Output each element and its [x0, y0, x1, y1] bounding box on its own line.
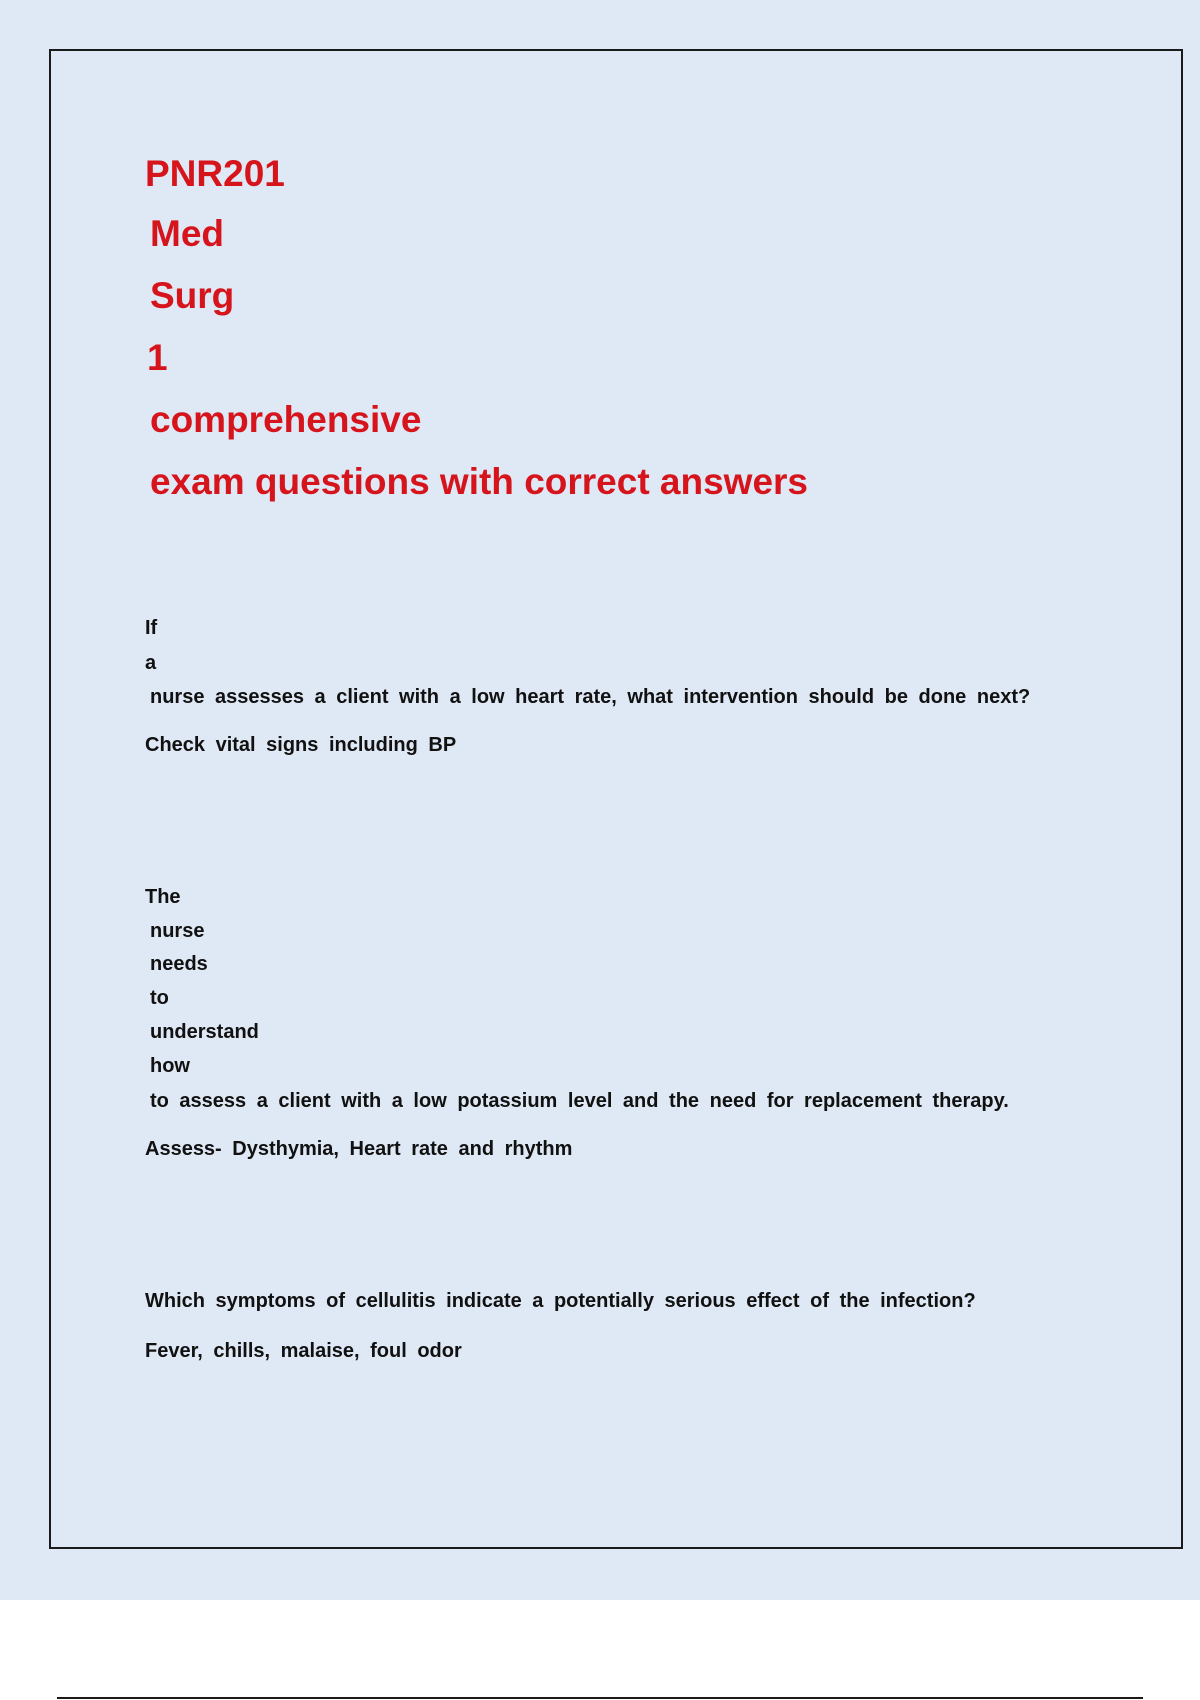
question-text: Which symptoms of cellulitis indicate a potentially serious effect of the infection? [145, 1290, 976, 1312]
question-text: how [150, 1055, 190, 1077]
footer-divider [57, 1697, 1143, 1699]
question-text: to assess a client with a low potassium level and the need for replacement therapy. [150, 1090, 1009, 1112]
answer-text: Fever, chills, malaise, foul odor [145, 1340, 462, 1362]
question-text: nurse [150, 920, 205, 942]
title-line-subtitle: exam questions with correct answers [150, 461, 809, 502]
title-line-course-code: PNR201 [145, 153, 285, 194]
answer-text: Check vital signs including BP [145, 734, 457, 756]
question-text: to [150, 987, 169, 1009]
question-text: The [145, 886, 181, 908]
question-text: If [145, 617, 158, 639]
title-line-med: Med [150, 213, 224, 254]
question-text: a [145, 652, 157, 674]
question-text: nurse assesses a client with a low heart rate, what intervention should be done next? [150, 686, 1031, 708]
title-line-number: 1 [147, 337, 168, 378]
title-line-surg: Surg [150, 275, 235, 316]
answer-text: Assess- Dysthymia, Heart rate and rhythm [145, 1138, 573, 1160]
question-text: needs [150, 953, 208, 975]
title-line-comprehensive: comprehensive [150, 399, 422, 440]
question-text: understand [150, 1021, 259, 1043]
